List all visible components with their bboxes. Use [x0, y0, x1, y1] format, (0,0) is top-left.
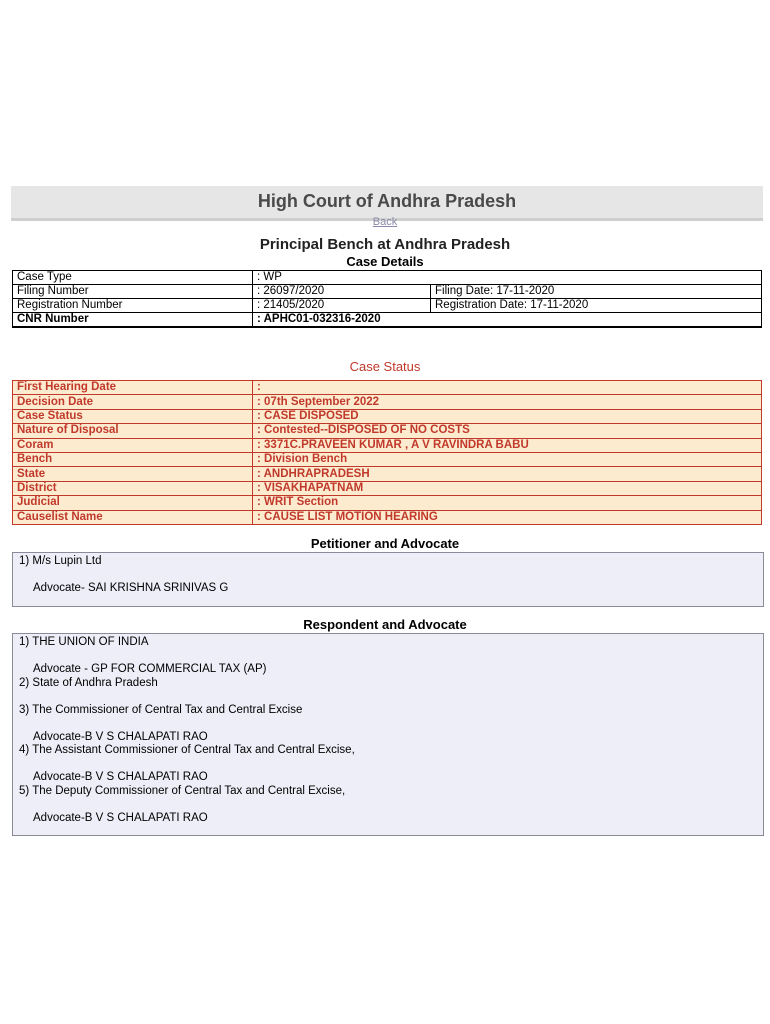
respondent-party: 4) The Assistant Commissioner of Central Tax and Central Excise,	[19, 744, 355, 756]
status-row	[13, 467, 762, 481]
status-value: : 07th September 2022	[253, 395, 762, 409]
status-row	[13, 481, 762, 495]
status-value: : WRIT Section	[253, 496, 762, 510]
status-label: Decision Date	[13, 395, 253, 409]
registration-number-row	[13, 299, 762, 313]
cnr-label: CNR Number	[13, 313, 253, 328]
status-label: Judicial	[13, 496, 253, 510]
status-row	[13, 438, 762, 452]
case-status-table	[12, 380, 762, 525]
case-type-label: Case Type	[13, 271, 253, 285]
status-value: : CAUSE LIST MOTION HEARING	[253, 510, 762, 524]
respondent-party: 2) State of Andhra Pradesh	[19, 676, 158, 689]
status-label: Bench	[13, 452, 253, 466]
case-type-row	[13, 271, 762, 285]
status-label: Nature of Disposal	[13, 424, 253, 438]
status-value: :	[253, 381, 762, 395]
filing-date: Filing Date: 17-11-2020	[431, 285, 762, 299]
respondent-advocate: Advocate-B V S CHALAPATI RAO	[33, 771, 208, 783]
status-value: : Contested--DISPOSED OF NO COSTS	[253, 424, 762, 438]
respondent-party: 3) The Commissioner of Central Tax and Central Excise	[19, 703, 303, 716]
status-label: First Hearing Date	[13, 381, 253, 395]
status-label: Causelist Name	[13, 510, 253, 524]
court-title: High Court of Andhra Pradesh	[257, 191, 517, 211]
case-details-heading: Case Details	[346, 254, 424, 269]
filing-number-label: Filing Number	[13, 285, 253, 299]
status-label: District	[13, 481, 253, 495]
registration-number-value: : 21405/2020	[253, 299, 431, 313]
status-label: Coram	[13, 438, 253, 452]
status-value: : ANDHRAPRADESH	[253, 467, 762, 481]
status-row	[13, 409, 762, 423]
cnr-value: : APHC01-032316-2020	[253, 313, 762, 328]
petitioner-advocate: Advocate- SAI KRISHNA SRINIVAS G	[33, 582, 229, 594]
status-value: : CASE DISPOSED	[253, 409, 762, 423]
registration-number-label: Registration Number	[13, 299, 253, 313]
petitioner-heading: Petitioner and Advocate	[310, 536, 460, 551]
status-row	[13, 510, 762, 524]
status-value: : VISAKHAPATNAM	[253, 481, 762, 495]
status-row	[13, 424, 762, 438]
status-row	[13, 496, 762, 510]
case-status-heading: Case Status	[349, 359, 421, 374]
respondent-advocate: Advocate-B V S CHALAPATI RAO	[33, 730, 208, 743]
status-label: State	[13, 467, 253, 481]
status-row	[13, 452, 762, 466]
status-row	[13, 395, 762, 409]
status-label: Case Status	[13, 409, 253, 423]
case-details-table	[12, 270, 762, 328]
registration-date: Registration Date: 17-11-2020	[431, 299, 762, 313]
respondent-advocate: Advocate-B V S CHALAPATI RAO	[33, 811, 208, 824]
status-value: : Division Bench	[253, 452, 762, 466]
respondent-party: 1) THE UNION OF INDIA	[19, 636, 149, 648]
filing-number-row	[13, 285, 762, 299]
case-type-value: : WP	[253, 271, 762, 285]
cnr-row	[13, 313, 762, 328]
respondent-heading: Respondent and Advocate	[303, 617, 467, 632]
respondent-party: 5) The Deputy Commissioner of Central Tax and Central Excise,	[19, 784, 346, 797]
petitioner-party: 1) M/s Lupin Ltd	[19, 555, 102, 567]
back-link[interactable]: Back	[372, 216, 398, 228]
filing-number-value: : 26097/2020	[253, 285, 431, 299]
respondent-box	[12, 633, 764, 836]
bench-title: Principal Bench at Andhra Pradesh	[259, 236, 511, 253]
status-row	[13, 381, 762, 395]
petitioner-box	[12, 552, 764, 607]
respondent-advocate: Advocate - GP FOR COMMERCIAL TAX (AP)	[33, 663, 267, 675]
status-value: : 3371C.PRAVEEN KUMAR , A V RAVINDRA BABU	[253, 438, 762, 452]
